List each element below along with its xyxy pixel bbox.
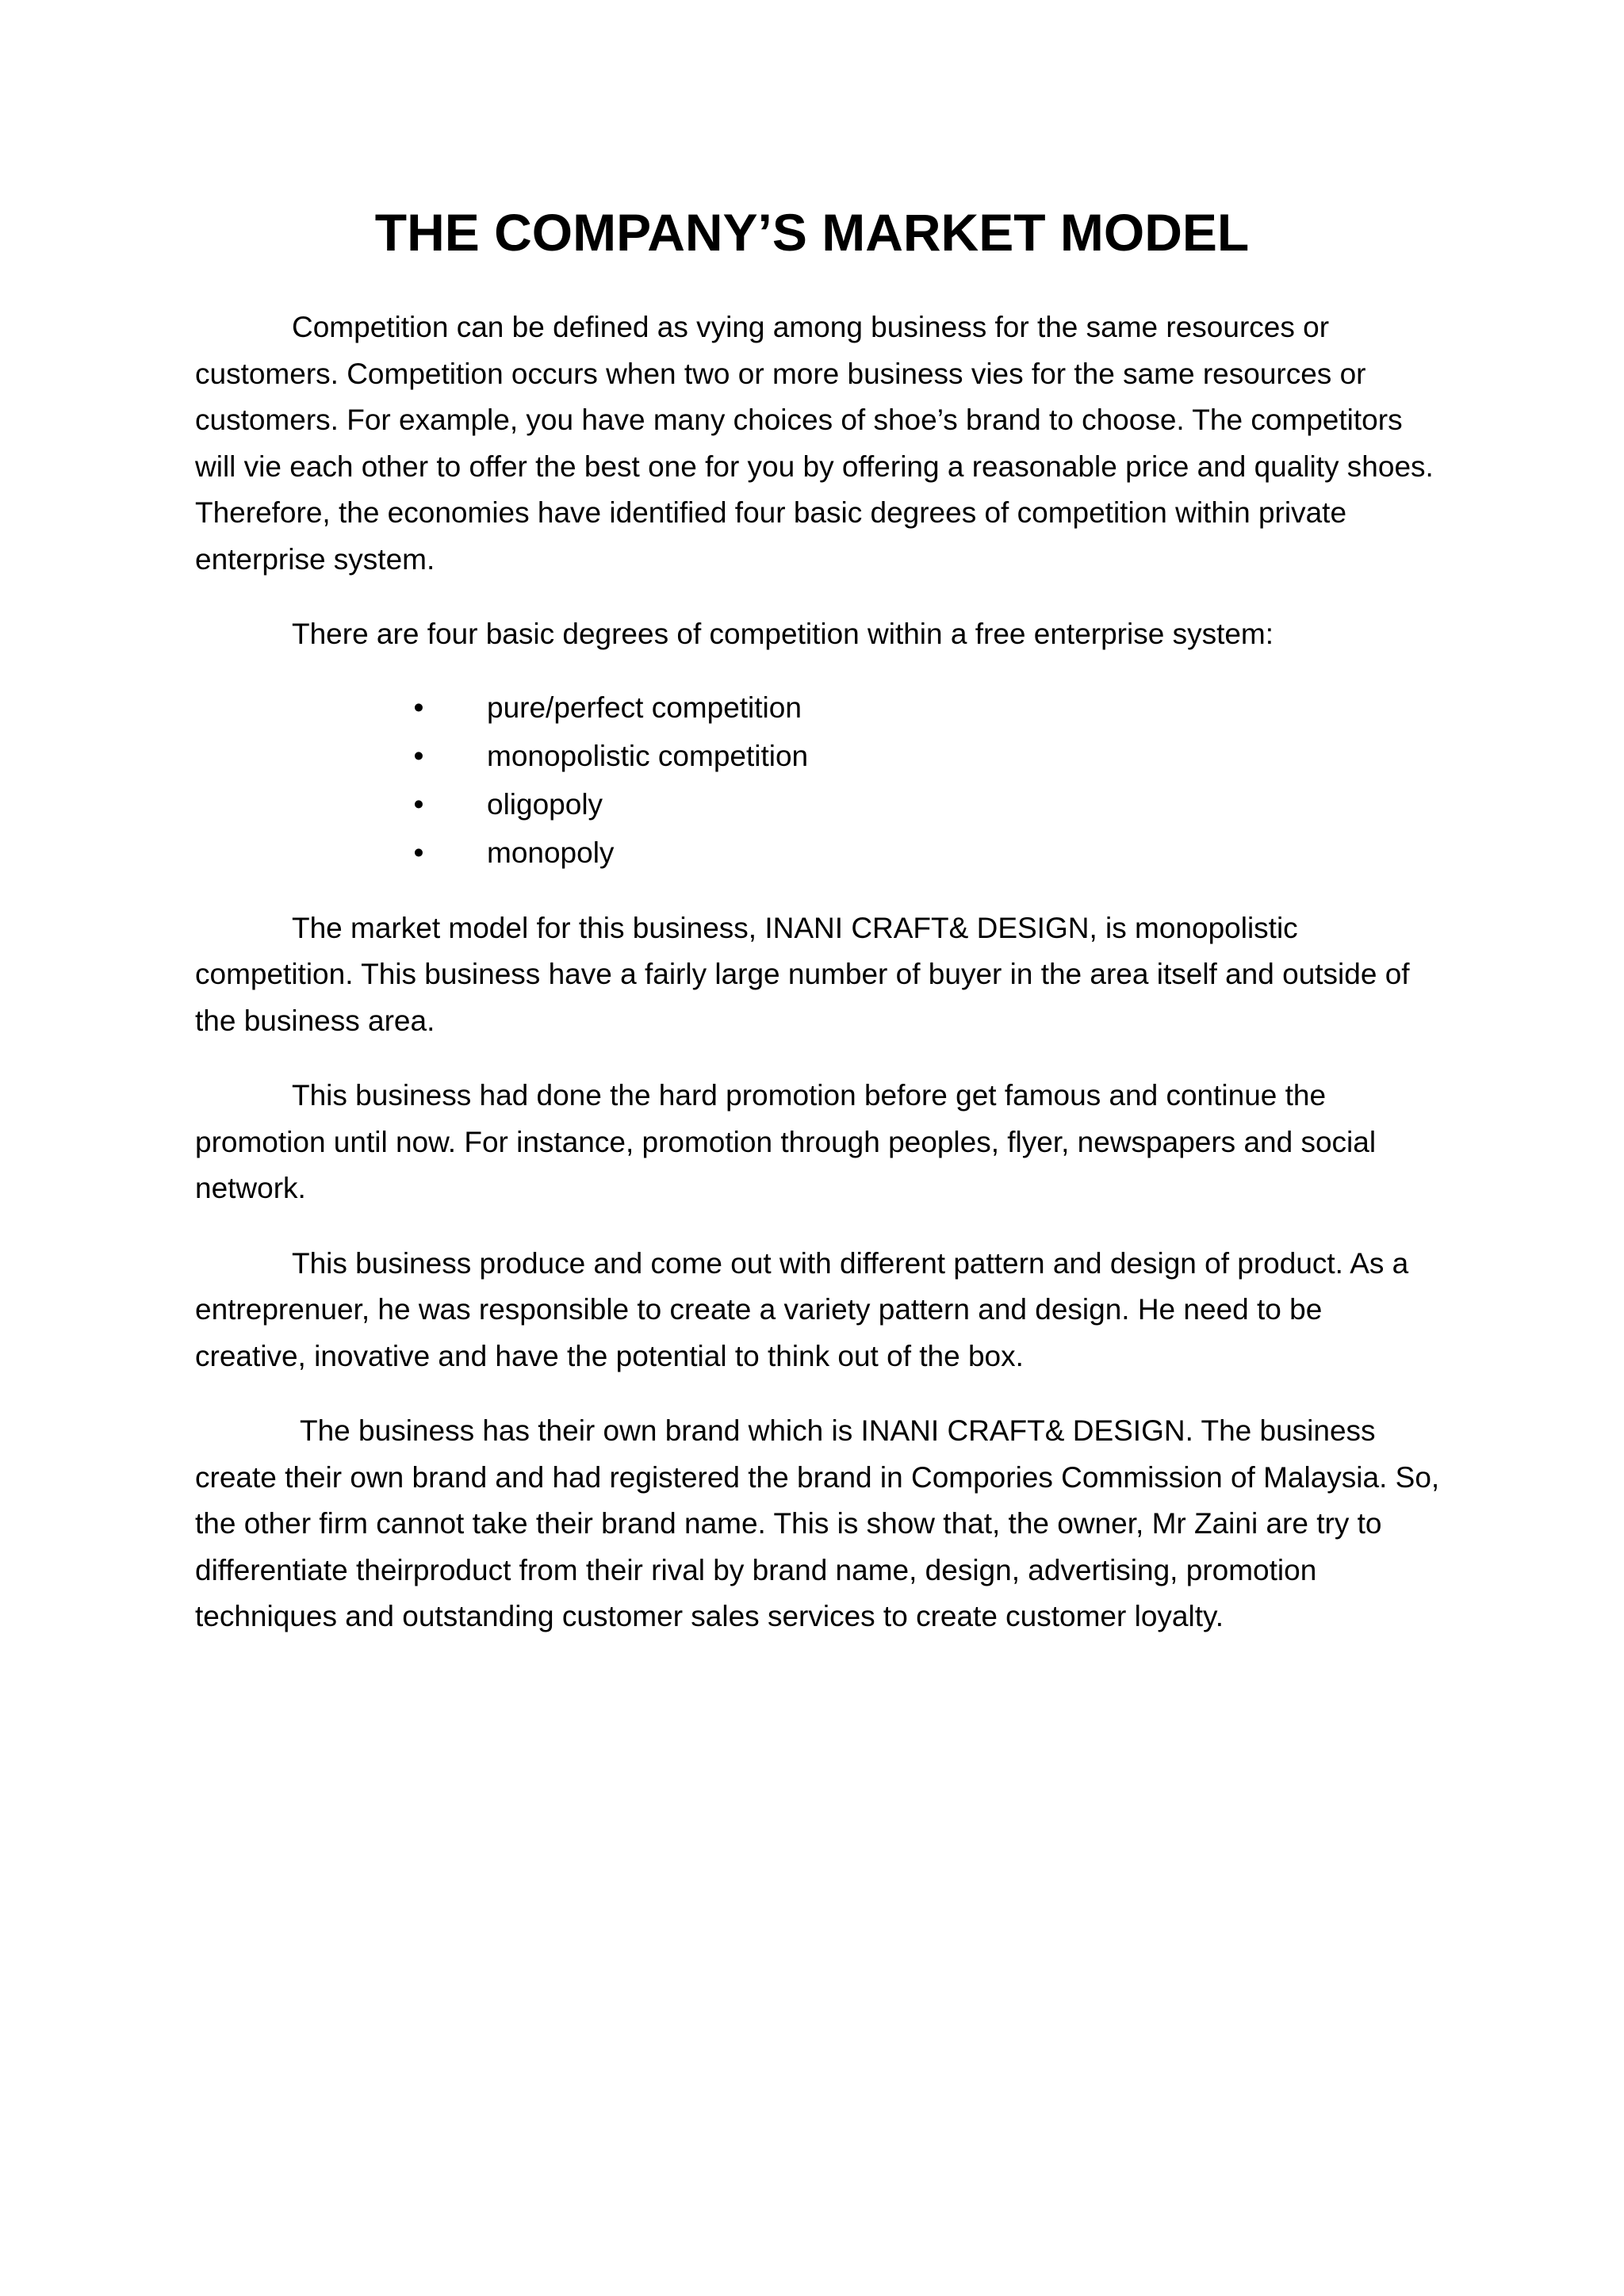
list-item-label: oligopoly xyxy=(487,787,603,821)
paragraph-market-model: The market model for this business, INANI CRAFT& DESIGN, is monopolistic competition. This business have a fairly large number of buyer in the area itself and outside of the business area. xyxy=(195,911,1410,1037)
paragraph-degrees-intro: There are four basic degrees of competition within a free enterprise system: xyxy=(292,618,1274,650)
page-title: THE COMPANY’S MARKET MODEL xyxy=(374,203,1250,262)
list-item xyxy=(195,683,1440,732)
paragraph-brand: The business has their own brand which is INANI CRAFT& DESIGN. The business create their own brand and had registered the brand in Compories Commission of Malaysia. So, the other firm cannot take their brand name. This is show that, the owner, Mr Zaini are try to differentiate theirproduct from their rival by brand name, design, advertising, promotion techniques and outstanding customer sales services to create customer loyalty. xyxy=(195,1414,1440,1632)
bullet-icon: • xyxy=(413,787,424,821)
paragraph-competition-definition: Competition can be defined as vying among business for the same resources or customers. Competition occurs when two or more business vies for the same resources or customers. For example, you have many choices of shoe’s brand to choose. The competitors will vie each other to offer the best one for you by offering a reasonable price and quality shoes. Therefore, the economies have identified four basic degrees of competition within private enterprise system. xyxy=(195,311,1434,576)
list-item-label: pure/perfect competition xyxy=(487,691,802,724)
list-item xyxy=(195,780,1440,828)
bullet-icon: • xyxy=(413,836,424,869)
list-item xyxy=(195,828,1440,877)
competition-degrees-list xyxy=(195,683,1440,877)
paragraph-promotion: This business had done the hard promotion before get famous and continue the promotion until now. For instance, promotion through peoples, flyer, newspapers and social network. xyxy=(195,1079,1377,1204)
bullet-icon: • xyxy=(413,739,424,772)
list-item-label: monopoly xyxy=(487,836,615,869)
document-body xyxy=(195,304,1440,1669)
bullet-icon: • xyxy=(413,691,424,724)
list-item-label: monopolistic competition xyxy=(487,739,809,772)
list-item xyxy=(195,732,1440,780)
paragraph-product-design: This business produce and come out with different pattern and design of product. As a entreprenuer, he was responsible to create a variety pattern and design. He need to be creative, inovative and have the potential to think out of the box. xyxy=(195,1246,1409,1372)
